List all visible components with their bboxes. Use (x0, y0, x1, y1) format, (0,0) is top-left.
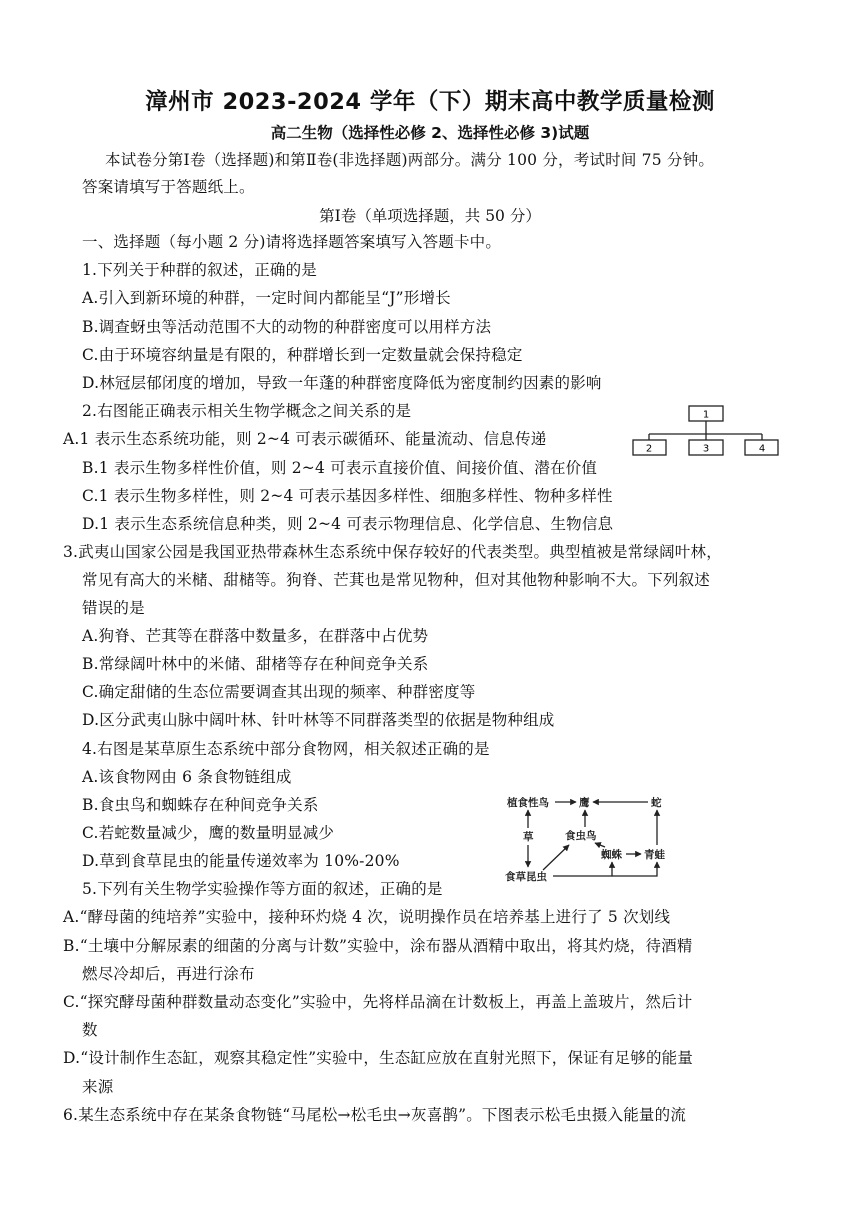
arrow-insect-insectivorebird (543, 845, 569, 870)
intro-line-2: 答案请填写于答题纸上。 (82, 178, 255, 196)
q5-option-b-line-1: B.“土壤中分解尿素的细菌的分离与计数”实验中，涂布器从酒精中取出，将其灼烧，待酒精 (63, 937, 693, 955)
diagram-label-1: 1 (702, 409, 710, 421)
q5-option-a: A.“酵母菌的纯培养”实验中，接种环灼烧 4 次，说明操作员在培养基上进行了 5 次划线 (63, 908, 671, 926)
arrow-insect-spider (553, 862, 612, 876)
q2-option-d: D.1 表示生态系统信息种类，则 2~4 可表示物理信息、化学信息、生物信息 (82, 515, 614, 533)
q3-option-b: B.常绿阔叶林中的米储、甜楮等存在种间竞争关系 (82, 655, 429, 673)
node-herbivore-bird: 植食性鸟 (507, 797, 549, 809)
q2-option-a: A.1 表示生态系统功能，则 2~4 可表示碳循环、能量流动、信息传递 (63, 430, 547, 448)
concept-hierarchy-diagram (630, 400, 780, 462)
diagram-label-2: 2 (645, 443, 653, 455)
exam-subtitle: 高二生物（选择性必修 2、选择性必修 3)试题 (270, 124, 590, 142)
q4-option-a: A.该食物网由 6 条食物链组成 (82, 768, 292, 786)
arrow-spider-insectivorebird (595, 843, 605, 847)
q2-option-c: C.1 表示生物多样性，则 2~4 可表示基因多样性、细胞多样性、物种多样性 (82, 487, 613, 505)
arrow-insect-frog (612, 862, 657, 876)
part-instruction: 一、选择题（每小题 2 分)请将选择题答案填写入答题卡中。 (82, 233, 502, 251)
q2-option-b: B.1 表示生物多样性价值，则 2~4 可表示直接价值、间接价值、潜在价值 (82, 459, 598, 477)
q3-stem-line-2: 常见有高大的米槠、甜槠等。狗脊、芒萁也是常见物种，但对其他物种影响不大。下列叙述 (82, 571, 711, 589)
q1-option-a: A.引入到新环境的种群，一定时间内都能呈“J”形增长 (82, 289, 451, 307)
q4-option-c: C.若蛇数量减少，鹰的数量明显减少 (82, 824, 335, 842)
q4-stem: 4.右图是某草原生态系统中部分食物网，相关叙述正确的是 (82, 740, 490, 758)
diagram-label-4: 4 (758, 443, 766, 455)
q1-option-d: D.林冠层郁闭度的增加，导致一年蓬的种群密度降低为密度制约因素的影响 (82, 374, 602, 392)
q3-option-d: D.区分武夷山脉中阔叶林、针叶林等不同群落类型的依据是物种组成 (82, 711, 555, 729)
q5-stem: 5.下列有关生物学实验操作等方面的叙述，正确的是 (82, 880, 443, 898)
q6-stem: 6.某生态系统中存在某条食物链“马尾松→松毛虫→灰喜鹊”。下图表示松毛虫摄入能量的流 (63, 1106, 687, 1124)
exam-title: 漳州市 2023-2024 学年（下）期末高中教学质量检测 (145, 89, 715, 115)
q4-option-d: D.草到食草昆虫的能量传递效率为 10%-20% (82, 852, 400, 870)
q3-stem-line-1: 3.武夷山国家公园是我国亚热带森林生态系统中保存较好的代表类型。典型植被是常绿阔叶林， (63, 543, 722, 561)
q4-option-b: B.食虫鸟和蜘蛛存在种间竞争关系 (82, 796, 319, 814)
q1-stem: 1.下列关于种群的叙述，正确的是 (82, 261, 317, 279)
node-snake: 蛇 (651, 797, 662, 809)
q5-option-c-line-2: 数 (82, 1021, 98, 1039)
q1-option-b: B.调查蚜虫等活动范围不大的动物的种群密度可以用样方法 (82, 318, 492, 336)
q3-option-a: A.狗脊、芒萁等在群落中数量多，在群落中占优势 (82, 627, 429, 645)
section-title: 第Ⅰ卷（单项选择题，共 50 分） (319, 207, 541, 225)
q3-option-c: C.确定甜储的生态位需要调查其出现的频率、种群密度等 (82, 683, 476, 701)
q3-stem-line-3: 错误的是 (82, 599, 145, 617)
food-web-diagram (505, 790, 675, 886)
node-insectivore-bird: 食虫鸟 (565, 830, 597, 842)
q5-option-d-line-1: D.“设计制作生态缸，观察其稳定性”实验中，生态缸应放在直射光照下，保证有足够的能量 (63, 1049, 694, 1067)
q5-option-d-line-2: 来源 (82, 1078, 114, 1096)
intro-line-1: 本试卷分第Ⅰ卷（选择题)和第Ⅱ卷(非选择题)两部分。满分 100 分，考试时间 75 分钟。 (105, 151, 715, 169)
q5-option-b-line-2: 燃尽冷却后，再进行涂布 (82, 965, 255, 983)
q2-stem: 2.右图能正确表示相关生物学概念之间关系的是 (82, 402, 412, 420)
node-spider: 蜘蛛 (601, 849, 622, 861)
q1-option-c: C.由于环境容纳量是有限的，种群增长到一定数量就会保持稳定 (82, 346, 523, 364)
q5-option-c-line-1: C.“探究酵母菌种群数量动态变化”实验中，先将样品滴在计数板上，再盖上盖玻片，然后计 (63, 993, 693, 1011)
node-grass: 草 (523, 831, 534, 843)
diagram-label-3: 3 (702, 443, 710, 455)
node-herbivore-insect: 食草昆虫 (505, 871, 547, 883)
node-eagle: 鹰 (579, 797, 590, 809)
node-frog: 青蛙 (644, 849, 665, 861)
